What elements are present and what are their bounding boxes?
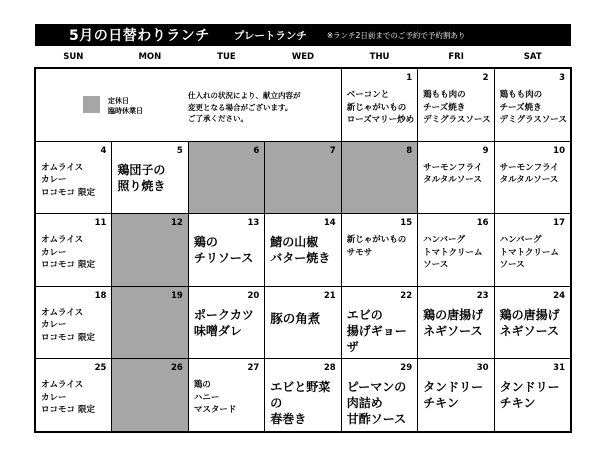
day-number: 28 [323, 363, 336, 374]
menu-item: ポークカツ 味噌ダレ [193, 307, 254, 338]
menu-item: 鶏もも肉の チーズ焼き デミグラスソース [423, 90, 491, 125]
day-cell [265, 214, 340, 286]
weekday-wed: WED [291, 52, 315, 62]
day-number: 8 [406, 145, 413, 156]
menu-item: ベーコンと 新じゃがいもの ローズマリー炒め [346, 90, 415, 125]
temp-holiday-label: 臨時休業日 [108, 107, 143, 115]
holiday-cell [265, 142, 340, 214]
day-cell [495, 287, 570, 359]
day-cell [418, 142, 493, 214]
menu-item: 豚の角煮 [270, 310, 321, 326]
weekday-header [35, 52, 571, 66]
holiday-cell [112, 214, 187, 286]
day-number: 1 [406, 73, 413, 83]
day-number: 23 [476, 290, 489, 301]
day-number: 7 [329, 145, 336, 156]
menu-item: タンドリー チキン [499, 380, 560, 411]
day-number: 9 [482, 145, 489, 156]
day-number: 24 [553, 290, 565, 301]
day-cell [189, 214, 264, 286]
day-number: 31 [553, 363, 565, 374]
day-number: 20 [247, 290, 260, 301]
menu-item: 鶏の チリソース [193, 235, 254, 266]
day-number: 12 [171, 218, 183, 229]
day-number: 11 [94, 218, 107, 229]
legend-panel [36, 69, 341, 141]
day-number: 14 [323, 218, 336, 229]
day-cell [342, 214, 417, 286]
day-cell [36, 142, 111, 214]
day-number: 18 [94, 290, 107, 301]
legend-text [108, 96, 143, 116]
holiday-cell [112, 359, 187, 431]
holiday-cell [112, 287, 187, 359]
day-number: 16 [476, 218, 489, 229]
menu-item: オムライス カレー ロコモコ 限定 [41, 235, 95, 271]
menu-item: ハンバーグ トマトクリーム ソース [499, 235, 559, 271]
day-cell [342, 359, 417, 431]
day-number: 6 [253, 145, 260, 156]
day-number: 15 [400, 218, 413, 229]
day-number: 10 [553, 145, 565, 156]
day-cell [36, 287, 111, 359]
day-number: 22 [400, 290, 413, 301]
day-number: 17 [553, 218, 565, 229]
header-banner [35, 24, 571, 46]
holiday-cell [189, 142, 264, 214]
day-cell [495, 214, 570, 286]
calendar-grid [34, 67, 572, 433]
day-cell [495, 69, 570, 141]
weekday-tue: TUE [217, 52, 236, 62]
weekday-fri: FRI [448, 52, 464, 62]
menu-item: 鶏の ハニー マスタード [193, 380, 237, 416]
menu-item: エビの 揚げギョーザ [346, 307, 407, 354]
day-cell [418, 69, 493, 141]
menu-item: オムライス カレー ロコモコ 限定 [41, 307, 95, 343]
menu-item: 鶏の唐揚げ ネギソース [423, 307, 484, 338]
menu-item: サーモンフライ タルタルソース [423, 162, 483, 186]
day-cell [189, 287, 264, 359]
holiday-label: 定休日 [108, 97, 129, 105]
day-cell [418, 359, 493, 431]
weekday-mon: MON [138, 52, 162, 62]
day-number: 5 [176, 145, 183, 156]
holiday-cell [342, 142, 417, 214]
day-number: 25 [94, 363, 107, 374]
weekday-sat: SAT [523, 52, 542, 62]
day-cell [418, 287, 493, 359]
page-subtitle: プレートランチ [233, 29, 307, 42]
menu-item: 鶏もも肉の チーズ焼き デミグラスソース [499, 90, 567, 125]
menu-item: タンドリー チキン [423, 380, 484, 411]
day-number: 2 [482, 73, 489, 83]
day-cell [342, 69, 417, 141]
day-cell [112, 142, 187, 214]
day-cell [265, 287, 340, 359]
page-title: 5月の日替わりランチ [69, 28, 210, 44]
day-number: 21 [323, 290, 336, 301]
day-number: 13 [247, 218, 260, 229]
menu-item: ハンバーグ トマトクリーム ソース [423, 235, 483, 271]
menu-change-notice: 仕入れの状況により、献立内容が 変更となる場合がございます。 ご了承ください。 [188, 91, 301, 123]
day-cell [418, 214, 493, 286]
day-number: 26 [171, 363, 183, 374]
day-number: 30 [476, 363, 489, 374]
menu-item: エビと野菜の 春巻き [270, 380, 331, 427]
menu-item: 鶏団子の 照り焼き [117, 162, 166, 193]
menu-item: 鯖の山椒 バター焼き [270, 235, 331, 266]
menu-item: オムライス カレー ロコモコ 限定 [41, 380, 95, 416]
day-number: 27 [247, 363, 260, 374]
menu-item: 新じゃがいもの サモサ [346, 235, 407, 258]
holiday-swatch [83, 96, 100, 113]
day-number: 19 [171, 290, 183, 301]
day-cell [36, 214, 111, 286]
day-cell [342, 287, 417, 359]
day-number: 29 [400, 363, 413, 374]
day-number: 3 [559, 73, 565, 83]
menu-item: 鶏の唐揚げ ネギソース [499, 307, 560, 338]
menu-item: サーモンフライ タルタルソース [499, 162, 559, 186]
menu-item: オムライス カレー ロコモコ 限定 [41, 162, 95, 198]
day-number: 4 [100, 145, 107, 156]
menu-item: ピーマンの 肉詰め 甘酢ソース [346, 380, 407, 427]
day-cell [495, 142, 570, 214]
day-cell [265, 359, 340, 431]
day-cell [189, 359, 264, 431]
day-cell [495, 359, 570, 431]
weekday-thu: THU [369, 52, 390, 62]
reservation-note: ※ランチ2日前までのご予約で予約割あり [326, 30, 466, 40]
day-cell [36, 359, 111, 431]
weekday-sun: SUN [63, 52, 84, 62]
